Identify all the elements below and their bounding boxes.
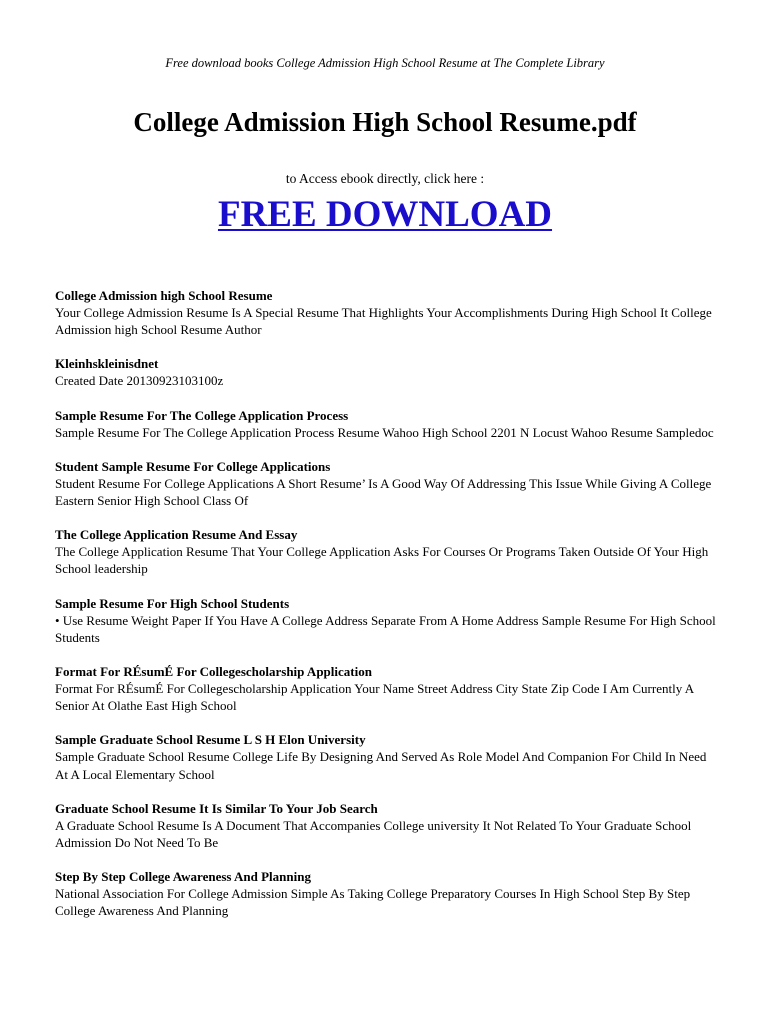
section-item (55, 458, 720, 509)
section-item (55, 407, 720, 441)
section-item (55, 731, 720, 782)
section-heading: Format For RÉsumÉ For Collegescholarship Application (55, 664, 372, 680)
section-heading: Sample Graduate School Resume L S H Elon University (55, 732, 366, 748)
document-title: College Admission High School Resume.pdf (133, 107, 637, 137)
section-body: A Graduate School Resume Is A Document That Accompanies College university It Not Related To Your Graduate School Admission Do Not Need To Be (55, 817, 692, 851)
free-download-link[interactable]: FREE DOWNLOAD (217, 194, 553, 235)
section-body: • Use Resume Weight Paper If You Have A College Address Separate From A Home Address Sample Resume For High School Students (55, 612, 716, 645)
section-heading: College Admission high School Resume (55, 288, 273, 303)
section-heading: Graduate School Resume It Is Similar To Your Job Search (55, 800, 378, 816)
section-item (55, 868, 720, 919)
section-item (55, 355, 720, 389)
section-heading: Kleinhskleinisdnet (55, 356, 159, 372)
page-header-tagline: Free download books College Admission High School Resume at The Complete Library (165, 56, 605, 70)
section-body: The College Application Resume That Your College Application Asks For Courses Or Programs Taken Outside Of Your High School leadership (55, 544, 709, 577)
section-heading: Student Sample Resume For College Applications (55, 458, 331, 474)
section-body: Created Date 20130923103100z (55, 373, 224, 389)
section-body: Format For RÉsumÉ For Collegescholarship Application Your Name Street Address City State Zip Code I Am Currently A Senior At Olathe East High School (55, 681, 694, 714)
section-heading: Sample Resume For The College Application Process (55, 407, 349, 423)
section-item (55, 526, 720, 577)
section-item (55, 287, 720, 338)
section-item (55, 663, 720, 714)
section-heading: The College Application Resume And Essay (55, 527, 298, 543)
section-body: Your College Admission Resume Is A Special Resume That Highlights Your Accomplishments During High School It College Admission high School Resume Author (55, 305, 712, 338)
section-heading: Step By Step College Awareness And Planning (55, 869, 311, 885)
section-body: Sample Graduate School Resume College Life By Designing And Served As Role Model And Companion For Child In Need At A Local Elementary School (55, 749, 707, 782)
section-item (55, 595, 720, 646)
section-list (55, 287, 720, 937)
section-body: Student Resume For College Applications A Short Resume’ Is A Good Way Of Addressing This Issue While Giving A College Eastern Senior High School Class Of (55, 475, 712, 509)
section-body: Sample Resume For The College Application Process Resume Wahoo High School 2201 N Locust Wahoo Resume Sampledoc (55, 424, 714, 440)
section-body: National Association For College Admission Simple As Taking College Preparatory Courses In High School Step By Step College Awareness And Planning (55, 886, 691, 919)
section-heading: Sample Resume For High School Students (55, 595, 290, 611)
access-instructions: to Access ebook directly, click here : (285, 171, 485, 186)
section-item (55, 800, 720, 851)
